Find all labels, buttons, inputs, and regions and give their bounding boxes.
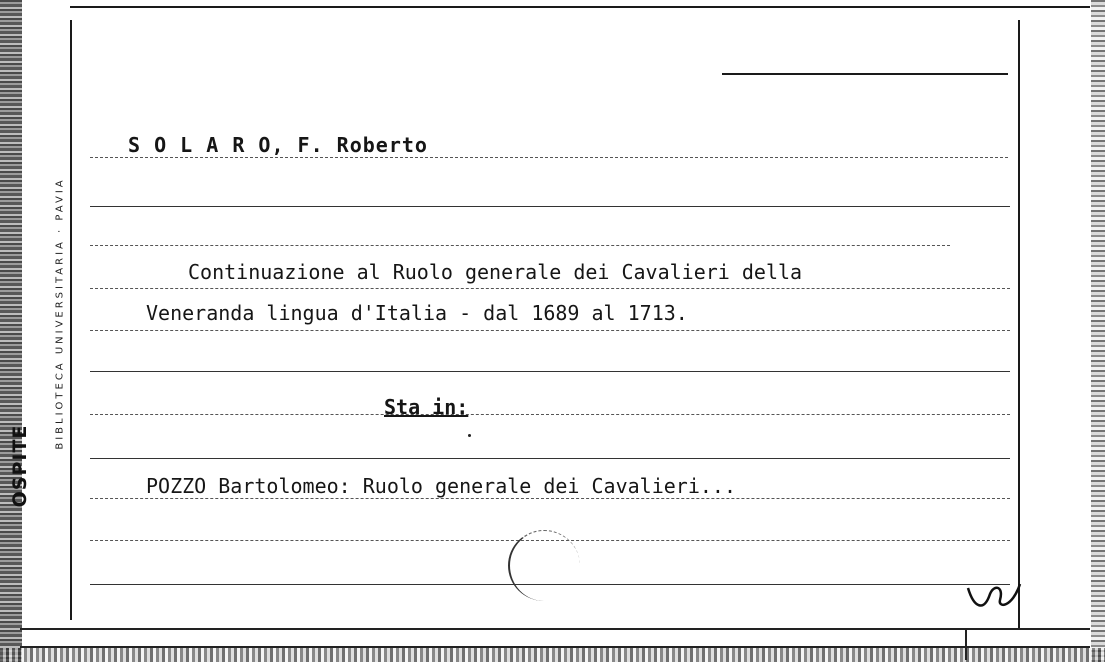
library-side-stamp: BIBLIOTECA UNIVERSITARIA · PAVIA <box>54 177 66 450</box>
corner-bracket <box>965 630 1097 660</box>
ruled-line <box>90 330 1010 331</box>
library-seal-stamp: OSPITE <box>9 424 31 508</box>
ruled-line <box>90 458 1010 459</box>
card-in-label: Sta in: <box>384 395 469 419</box>
card-source: POZZO Bartolomeo: Ruolo generale dei Cavalieri... <box>146 474 737 498</box>
ruled-line <box>90 157 1008 158</box>
handwritten-annotation <box>964 578 1024 618</box>
ruled-line <box>90 245 950 246</box>
bottom-rule <box>20 628 1090 630</box>
punch-hole-mark <box>508 530 580 601</box>
ruled-line <box>90 414 1010 415</box>
ruled-line <box>90 371 1010 372</box>
scan-edge-left <box>0 0 22 662</box>
scan-edge-right <box>1091 0 1105 662</box>
ruled-line <box>90 206 1010 207</box>
card-author: S O L A R O, F. Roberto <box>128 133 428 157</box>
call-number-rule <box>722 73 1008 75</box>
right-margin-rule <box>1018 20 1020 630</box>
card-title-line-2: Veneranda lingua d'Italia - dal 1689 al 1713. <box>146 301 688 325</box>
ink-dot <box>468 434 471 437</box>
bottom-rule-lower <box>20 646 1090 648</box>
scan-edge-bottom <box>0 648 1105 662</box>
top-rule <box>70 6 1090 8</box>
ruled-line <box>90 288 1010 289</box>
ruled-line <box>90 498 1010 499</box>
card-title-line-1: Continuazione al Ruolo generale dei Cavalieri della <box>188 260 803 284</box>
